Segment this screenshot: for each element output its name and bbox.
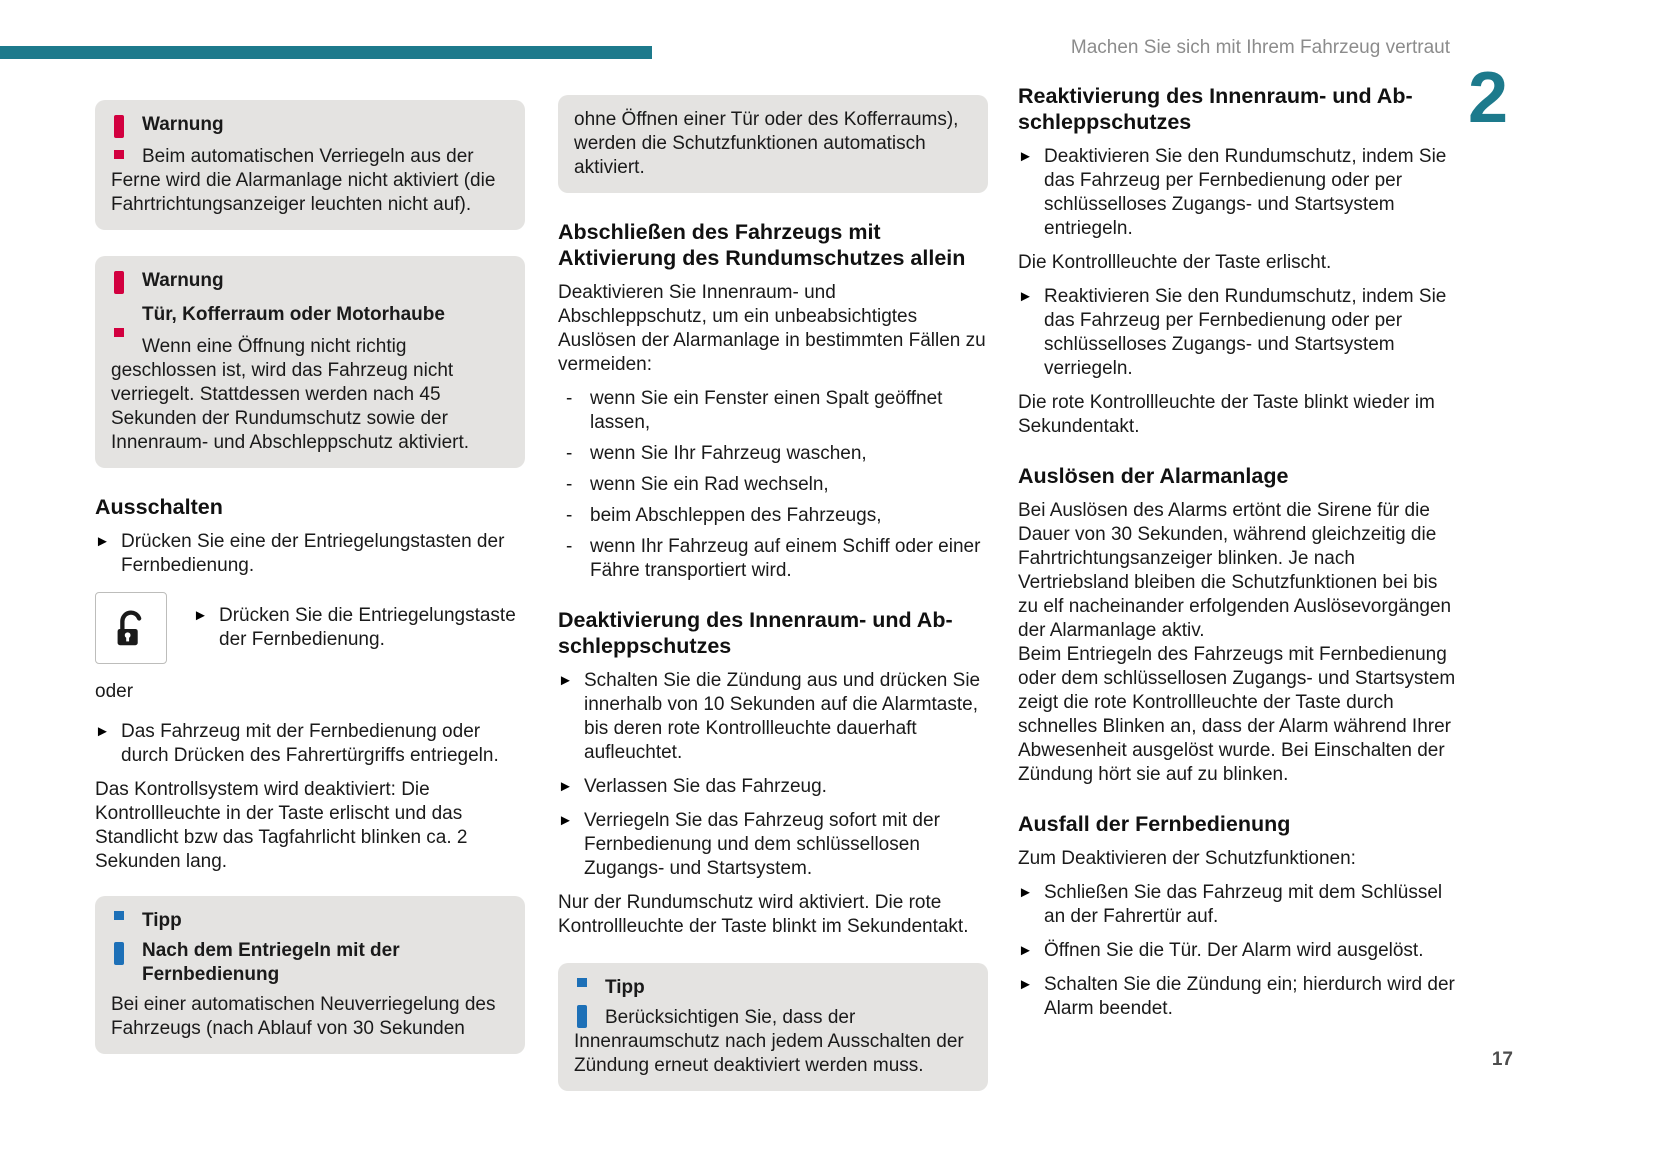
warning-box-body: Wenn eine Öffnung nicht richtig geschlossen ist, wird das Fahrzeug nicht verriegelt. Stattdessen werden nach 45 Sekunden der Rundumschutz sowie der Innenraum- und Abschleppschutz aktiviert. (111, 336, 470, 453)
warning-box-title: Warnung (142, 114, 224, 135)
body-paragraph: Die rote Kontrollleuchte der Taste blinkt wieder im Sekundentakt. (1018, 392, 1435, 437)
body-paragraph: Deaktivieren Sie Innenraum- und Abschleppschutz, um ein unbeabsichtigtes Auslösen der Alarmanlage in bestimmten Fällen zu vermeiden: (558, 282, 986, 375)
arrow-bullet-icon: ► (95, 533, 110, 550)
tip-icon (114, 911, 129, 965)
body-paragraph: Bei Auslösen des Alarms ertönt die Sirene für die Dauer von 30 Sekunden, während gleichzeitig die Fahrtrichtungsanzeiger blinken. Je nach Vertriebsland bleiben die Schutzfunktionen bei bis zu elf nacheinander erfolgenden Auslösevorgängen der Alarmanlage aktiv. (1018, 500, 1452, 641)
unlock-icon-frame (95, 592, 167, 664)
right-column (1018, 83, 1456, 1031)
arrow-bullet-icon: ► (1018, 148, 1033, 165)
arrow-bullet-icon: ► (558, 812, 573, 829)
list-item (558, 473, 988, 497)
arrow-bullet-icon: ► (1018, 942, 1033, 959)
section-heading-ausloesen: Auslösen der Alarmanlage (1018, 464, 1289, 488)
instruction-bullet (193, 604, 525, 652)
arrow-bullet-icon: ► (95, 723, 110, 740)
unlock-instruction-row (95, 592, 525, 664)
dash-bullet-icon: - (566, 443, 573, 464)
arrow-bullet-icon: ► (1018, 976, 1033, 993)
open-padlock-icon (108, 605, 154, 651)
tip-box-subtitle: Nach dem Entriegeln mit der Fernbedienung (142, 940, 400, 985)
or-text: oder (95, 681, 134, 702)
body-paragraph: Das Kontrollsystem wird deaktiviert: Die Kontrollleuchte in der Taste erlischt und das Standlicht bzw das Tagfahrlicht blinken ca. 2 Sekunden lang. (95, 779, 468, 872)
left-column (95, 100, 525, 1080)
instruction-bullet (1018, 285, 1456, 381)
tip-box-title: Tipp (142, 910, 182, 931)
warning-icon (114, 115, 129, 159)
warning-box-title: Warnung (142, 270, 224, 291)
arrow-bullet-icon: ► (193, 607, 208, 624)
instruction-bullet (558, 669, 988, 765)
bullet-text: Schließen Sie das Fahrzeug mit dem Schlüssel an der Fahrertür auf. (1044, 882, 1443, 927)
chapter-number: 2 (1468, 58, 1509, 138)
warning-box-body: Beim automatischen Verriegeln aus der Ferne wird die Alarmanlage nicht aktiviert (die Fahrtrichtungsanzeiger leuchten nicht auf). (111, 146, 496, 215)
bullet-text: Das Fahrzeug mit der Fernbedienung oder durch Drücken des Fahrertürgriffs entriegeln. (121, 721, 499, 766)
section-heading-deaktivierung: Deaktivierung des Innenraum- und Abschleppschutzes (558, 608, 953, 658)
dash-bullet-icon: - (566, 388, 573, 409)
dash-bullet-icon: - (566, 474, 573, 495)
section-heading-ausschalten: Ausschalten (95, 495, 223, 519)
middle-column (558, 95, 988, 1117)
tip-icon (577, 978, 592, 1028)
accent-bar (0, 46, 652, 59)
section-heading-ausfall: Ausfall der Fernbedienung (1018, 812, 1291, 836)
instruction-bullet (558, 809, 988, 881)
bullet-text: Verlassen Sie das Fahrzeug. (584, 776, 827, 797)
instruction-bullet (95, 720, 525, 768)
list-item (558, 504, 988, 528)
body-paragraph: Beim Entriegeln des Fahrzeugs mit Fernbedienung oder dem schlüssellosen Zugangs- und Startsystem zeigt die rote Kontrollleuchte der Taste durch schnelles Blinken an, dass der Alarm während Ihrer Abwesenheit ausgelöst wurde. Bei Einschalten der Zündung hört sie auf zu blinken. (1018, 644, 1456, 785)
tip-box-body: Bei einer automatischen Neuverriegelung des Fahrzeugs (nach Ablauf von 30 Sekunden (111, 994, 496, 1039)
tip-box-title: Tipp (605, 977, 645, 998)
section-heading-abschliessen: Abschließen des Fahrzeugs mit Aktivierung des Rundumschutzes allein (558, 220, 966, 270)
warning-icon (114, 271, 129, 337)
bullet-text: Schalten Sie die Zündung ein; hierdurch wird der Alarm beendet. (1044, 974, 1455, 1019)
tip-box-continuation (558, 95, 988, 193)
dash-bullet-icon: - (566, 536, 573, 557)
list-item-text: wenn Ihr Fahrzeug auf einem Schiff oder einer Fähre transportiert wird. (590, 536, 981, 581)
section-heading-reaktivierung: Reaktivierung des Innenraum- und Abschleppschutzes (1018, 84, 1413, 134)
list-item-text: wenn Sie ein Fenster einen Spalt geöffnet lassen, (590, 388, 943, 433)
arrow-bullet-icon: ► (558, 778, 573, 795)
tip-box-body: Berücksichtigen Sie, dass der Innenraumschutz nach jedem Ausschalten der Zündung erneut deaktiviert werden muss. (574, 1007, 964, 1076)
instruction-bullet (95, 530, 525, 578)
bullet-text: Reaktivieren Sie den Rundumschutz, indem Sie das Fahrzeug per Fernbedienung oder per schlüsselloses Zugangs- und Startsystem verriegeln. (1044, 286, 1447, 379)
body-paragraph: Zum Deaktivieren der Schutzfunktionen: (1018, 848, 1356, 869)
warning-box-remote-locking (95, 100, 525, 230)
warning-box-open-door (95, 256, 525, 468)
tip-box-relock (95, 896, 525, 1054)
list-item-text: wenn Sie Ihr Fahrzeug waschen, (590, 443, 867, 464)
tip-box-innenraumschutz (558, 963, 988, 1091)
list-item (558, 535, 988, 583)
bullet-text: Öffnen Sie die Tür. Der Alarm wird ausgelöst. (1044, 940, 1424, 961)
dash-bullet-icon: - (566, 505, 573, 526)
tip-box-body: ohne Öffnen einer Tür oder des Kofferraums), werden die Schutzfunktionen automatisch aktiviert. (574, 109, 959, 178)
page-number: 17 (1491, 1049, 1513, 1070)
bullet-text: Deaktivieren Sie den Rundumschutz, indem Sie das Fahrzeug per Fernbedienung oder per schlüsselloses Zugangs- und Startsystem entriegeln. (1044, 146, 1447, 239)
arrow-bullet-icon: ► (1018, 884, 1033, 901)
arrow-bullet-icon: ► (558, 672, 573, 689)
bullet-text: Schalten Sie die Zündung aus und drücken Sie innerhalb von 10 Sekunden auf die Alarmtaste, bis deren rote Kontrollleuchte dauerhaft aufleuchtet. (584, 670, 981, 763)
instruction-bullet (1018, 973, 1456, 1021)
running-header: Machen Sie sich mit Ihrem Fahrzeug vertraut (1070, 37, 1450, 58)
instruction-bullet (1018, 881, 1456, 929)
arrow-bullet-icon: ► (1018, 288, 1033, 305)
list-item-text: wenn Sie ein Rad wechseln, (590, 474, 829, 495)
bullet-text: Drücken Sie die Entriegelungstaste der Fernbedienung. (219, 605, 516, 650)
bullet-text: Verriegeln Sie das Fahrzeug sofort mit der Fernbedienung und dem schlüssellosen Zugangs- und Startsystem. (584, 810, 940, 879)
body-paragraph: Nur der Rundumschutz wird aktiviert. Die rote Kontrollleuchte der Taste blinkt im Sekundentakt. (558, 892, 969, 937)
instruction-bullet (558, 775, 988, 799)
warning-box-subtitle: Tür, Kofferraum oder Motorhaube (142, 304, 445, 325)
instruction-bullet (1018, 145, 1456, 241)
list-item-text: beim Abschleppen des Fahrzeugs, (590, 505, 882, 526)
body-paragraph: Die Kontrollleuchte der Taste erlischt. (1018, 252, 1332, 273)
list-item (558, 442, 988, 466)
list-item (558, 387, 988, 435)
bullet-text: Drücken Sie eine der Entriegelungstasten der Fernbedienung. (121, 531, 505, 576)
instruction-bullet (1018, 939, 1456, 963)
